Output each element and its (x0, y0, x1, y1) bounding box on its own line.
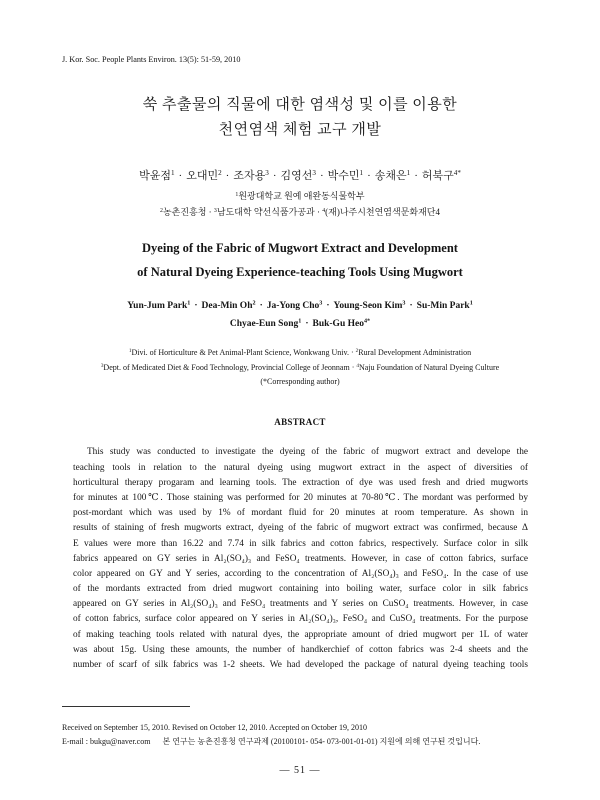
abstract-line: teaching tools in relation to the natural dyeing using mugwort extract in the aspect of diversities of (73, 462, 528, 473)
abstract-line: fabrics appeared on GY series in Al₂(SO₄)₃ and FeSO₄ treatments. However, in case of cotton fabrics, surface (73, 553, 528, 564)
author-separator: · (272, 170, 277, 182)
author-name: Young-Seon Kim (333, 301, 403, 311)
author-separator: · (326, 301, 330, 311)
abstract-line: of the mordants extracted from dried mugwort containing into boiling water, surface color in silk fabrics (73, 584, 528, 595)
affiliation-text: (재)나주시천연염색문화재단4 (325, 207, 440, 217)
author-separator: · (409, 301, 413, 311)
abstract-line: results of staining of fresh mugworts extract, dyeing of the fabric of mugwort extract was confirmed, because Δ (73, 523, 528, 534)
journal-header: J. Kor. Soc. People Plants Environ. 13(5): 51-59, 2010 (62, 55, 241, 64)
author-name: Su-Min Park (416, 301, 470, 311)
author-sup: 1 (170, 169, 175, 178)
affiliation-text: 남도대학 약선식품가공과 · (216, 207, 323, 217)
authors-ko (0, 169, 600, 183)
author-separator: · (319, 170, 324, 182)
funding-note: 본 연구는 농촌진흥청 연구과제 (20100101- 054- 073-001-01-01) 지원에 의해 연구된 것입니다. (162, 737, 481, 746)
affiliation-text: 원광대학교 원예 애완동식물학부 (238, 191, 365, 201)
affiliation-en-line (0, 347, 600, 358)
author-name: Ja-Yong Cho (266, 301, 320, 311)
affiliation-sup: 2 (160, 207, 163, 214)
author-separator: · (178, 170, 183, 182)
abstract-line: horticultural therapy progaram and learning tools. The extraction of dye was used fresh and dried mugworts (73, 477, 528, 488)
abstract-line: of cotton fabrics, surface color appeared on Y series in Al₂(SO₄)₃, FeSO₄ and CuSO₄ treatments. For the purpose (73, 614, 528, 625)
author-name: 박윤점 (139, 170, 171, 182)
affiliation-sup: 4 (356, 363, 359, 370)
author-sup: 3 (402, 300, 406, 307)
author-sup: 4* (453, 169, 461, 178)
affiliation-sup: 4 (322, 207, 326, 214)
affiliation-sup: 1 (128, 348, 132, 355)
abstract-body (73, 445, 528, 673)
author-sup: 4* (363, 318, 371, 325)
abstract-line: color appeared on GY and Y series, according to the concentration of Al₂(SO₄)₃ and FeSO₄. In the case of use (73, 568, 528, 579)
author-name: Dea-Min Oh (201, 301, 253, 311)
author-sup: 1 (298, 318, 302, 325)
title-ko-line: 천연염색 체험 교구 개발 (218, 122, 382, 138)
affiliation-sup: 2 (355, 348, 359, 355)
author-name: Chyae-Eun Song (229, 319, 299, 329)
abstract-line: post-mordant which was used by 1% of mordant fluid for 20 minutes at room temperature. As shown in (73, 508, 528, 519)
authors-en-line (0, 318, 600, 331)
author-separator: · (367, 170, 371, 182)
title-ko-line: 쑥 추출물의 직물에 대한 염색성 및 이를 이용한 (142, 97, 458, 113)
author-sup: 1 (359, 169, 364, 178)
affiliation-ko-line (0, 206, 600, 218)
author-sup: 3 (319, 300, 323, 307)
received-dates: Received on September 15, 2010. Revised on October 12, 2010. Accepted on October 19, 2010 (62, 723, 368, 732)
affiliation-ko-line (0, 190, 600, 202)
author-name: 허북구 (421, 170, 454, 182)
author-sup: 3 (312, 169, 316, 178)
affiliation-sup: 3 (100, 363, 104, 370)
author-separator: · (414, 170, 418, 182)
author-name: 박수민 (327, 170, 360, 182)
footnote-contact-line (62, 736, 480, 747)
author-separator: · (225, 170, 230, 182)
corresponding-author-note: (*Corresponding author) (260, 377, 340, 386)
author-sup: 1 (469, 300, 473, 307)
author-name: 송채은 (374, 170, 407, 182)
author-name: 오대민 (186, 170, 219, 182)
abstract-line: appeared on GY series in Al₂(SO₄)₃ and FeSO₄ treatments and Y series on CuSO₄ treatments. However, in case (73, 599, 528, 610)
affiliation-sup: 3 (213, 207, 217, 214)
email-text: E-mail : bukgu@naver.com (62, 737, 151, 746)
author-sup: 1 (187, 300, 191, 307)
authors-en-line (0, 300, 600, 313)
title-en-line: Dyeing of the Fabric of Mugwort Extract and Development (142, 241, 458, 255)
author-sup: 2 (252, 300, 256, 307)
affiliation-text: Divi. of Horticulture & Pet Animal-Plant Science, Wonkwang Univ. · (131, 348, 356, 357)
affiliation-text: Rural Development Administration (358, 348, 472, 357)
footnote-divider (62, 706, 190, 707)
abstract-line: was about 15g. Using these amounts, the number of handkerchief of cotton fabrics was 2-4 sheets and the (73, 644, 528, 655)
affiliation-text: 농촌진흥청 · (162, 207, 214, 217)
title-en-line: of Natural Dyeing Experience-teaching Tools Using Mugwort (137, 265, 463, 279)
affiliation-text: Naju Foundation of Natural Dyeing Culture (358, 363, 500, 372)
abstract-heading: ABSTRACT (274, 417, 326, 427)
author-name: Yun-Jum Park (127, 301, 188, 311)
abstract-line: E values were more than 16.22 and 7.74 in silk fabrics and cotton fabrics, respectively. Surface color in silk (73, 538, 528, 549)
page-number: — 51 — (279, 765, 321, 776)
author-separator: · (305, 319, 309, 329)
abstract-line: This study was conducted to investigate the dyeing of the fabric of mugwort extract and develope the (87, 447, 528, 458)
affiliation-en-line (0, 362, 600, 373)
affiliation-text: Dept. of Medicated Diet & Food Technology, Provincial College of Jeonnam · (103, 363, 357, 372)
abstract-line: of making teaching tools related with natural dyes, the appropriate amount of dried mugwort per 1L of water (73, 629, 528, 640)
affiliation-sup: 1 (235, 191, 239, 198)
abstract-line: number of scarf of silk fabrics was 1-2 sheets. We had developed the package of natural dyeing teaching tools (73, 660, 528, 671)
author-separator: · (259, 301, 263, 311)
abstract-line: for minutes at 100℃. Those staining was performed for 20 minutes at 70-80℃. The mordant was performed by (73, 492, 528, 503)
author-sup: 2 (218, 169, 222, 178)
author-name: Buk-Gu Heo (312, 319, 364, 329)
author-sup: 1 (406, 169, 411, 178)
author-separator: · (194, 301, 198, 311)
author-name: 조자용 (233, 170, 266, 182)
author-name: 김영선 (280, 170, 313, 182)
author-sup: 3 (265, 169, 269, 178)
